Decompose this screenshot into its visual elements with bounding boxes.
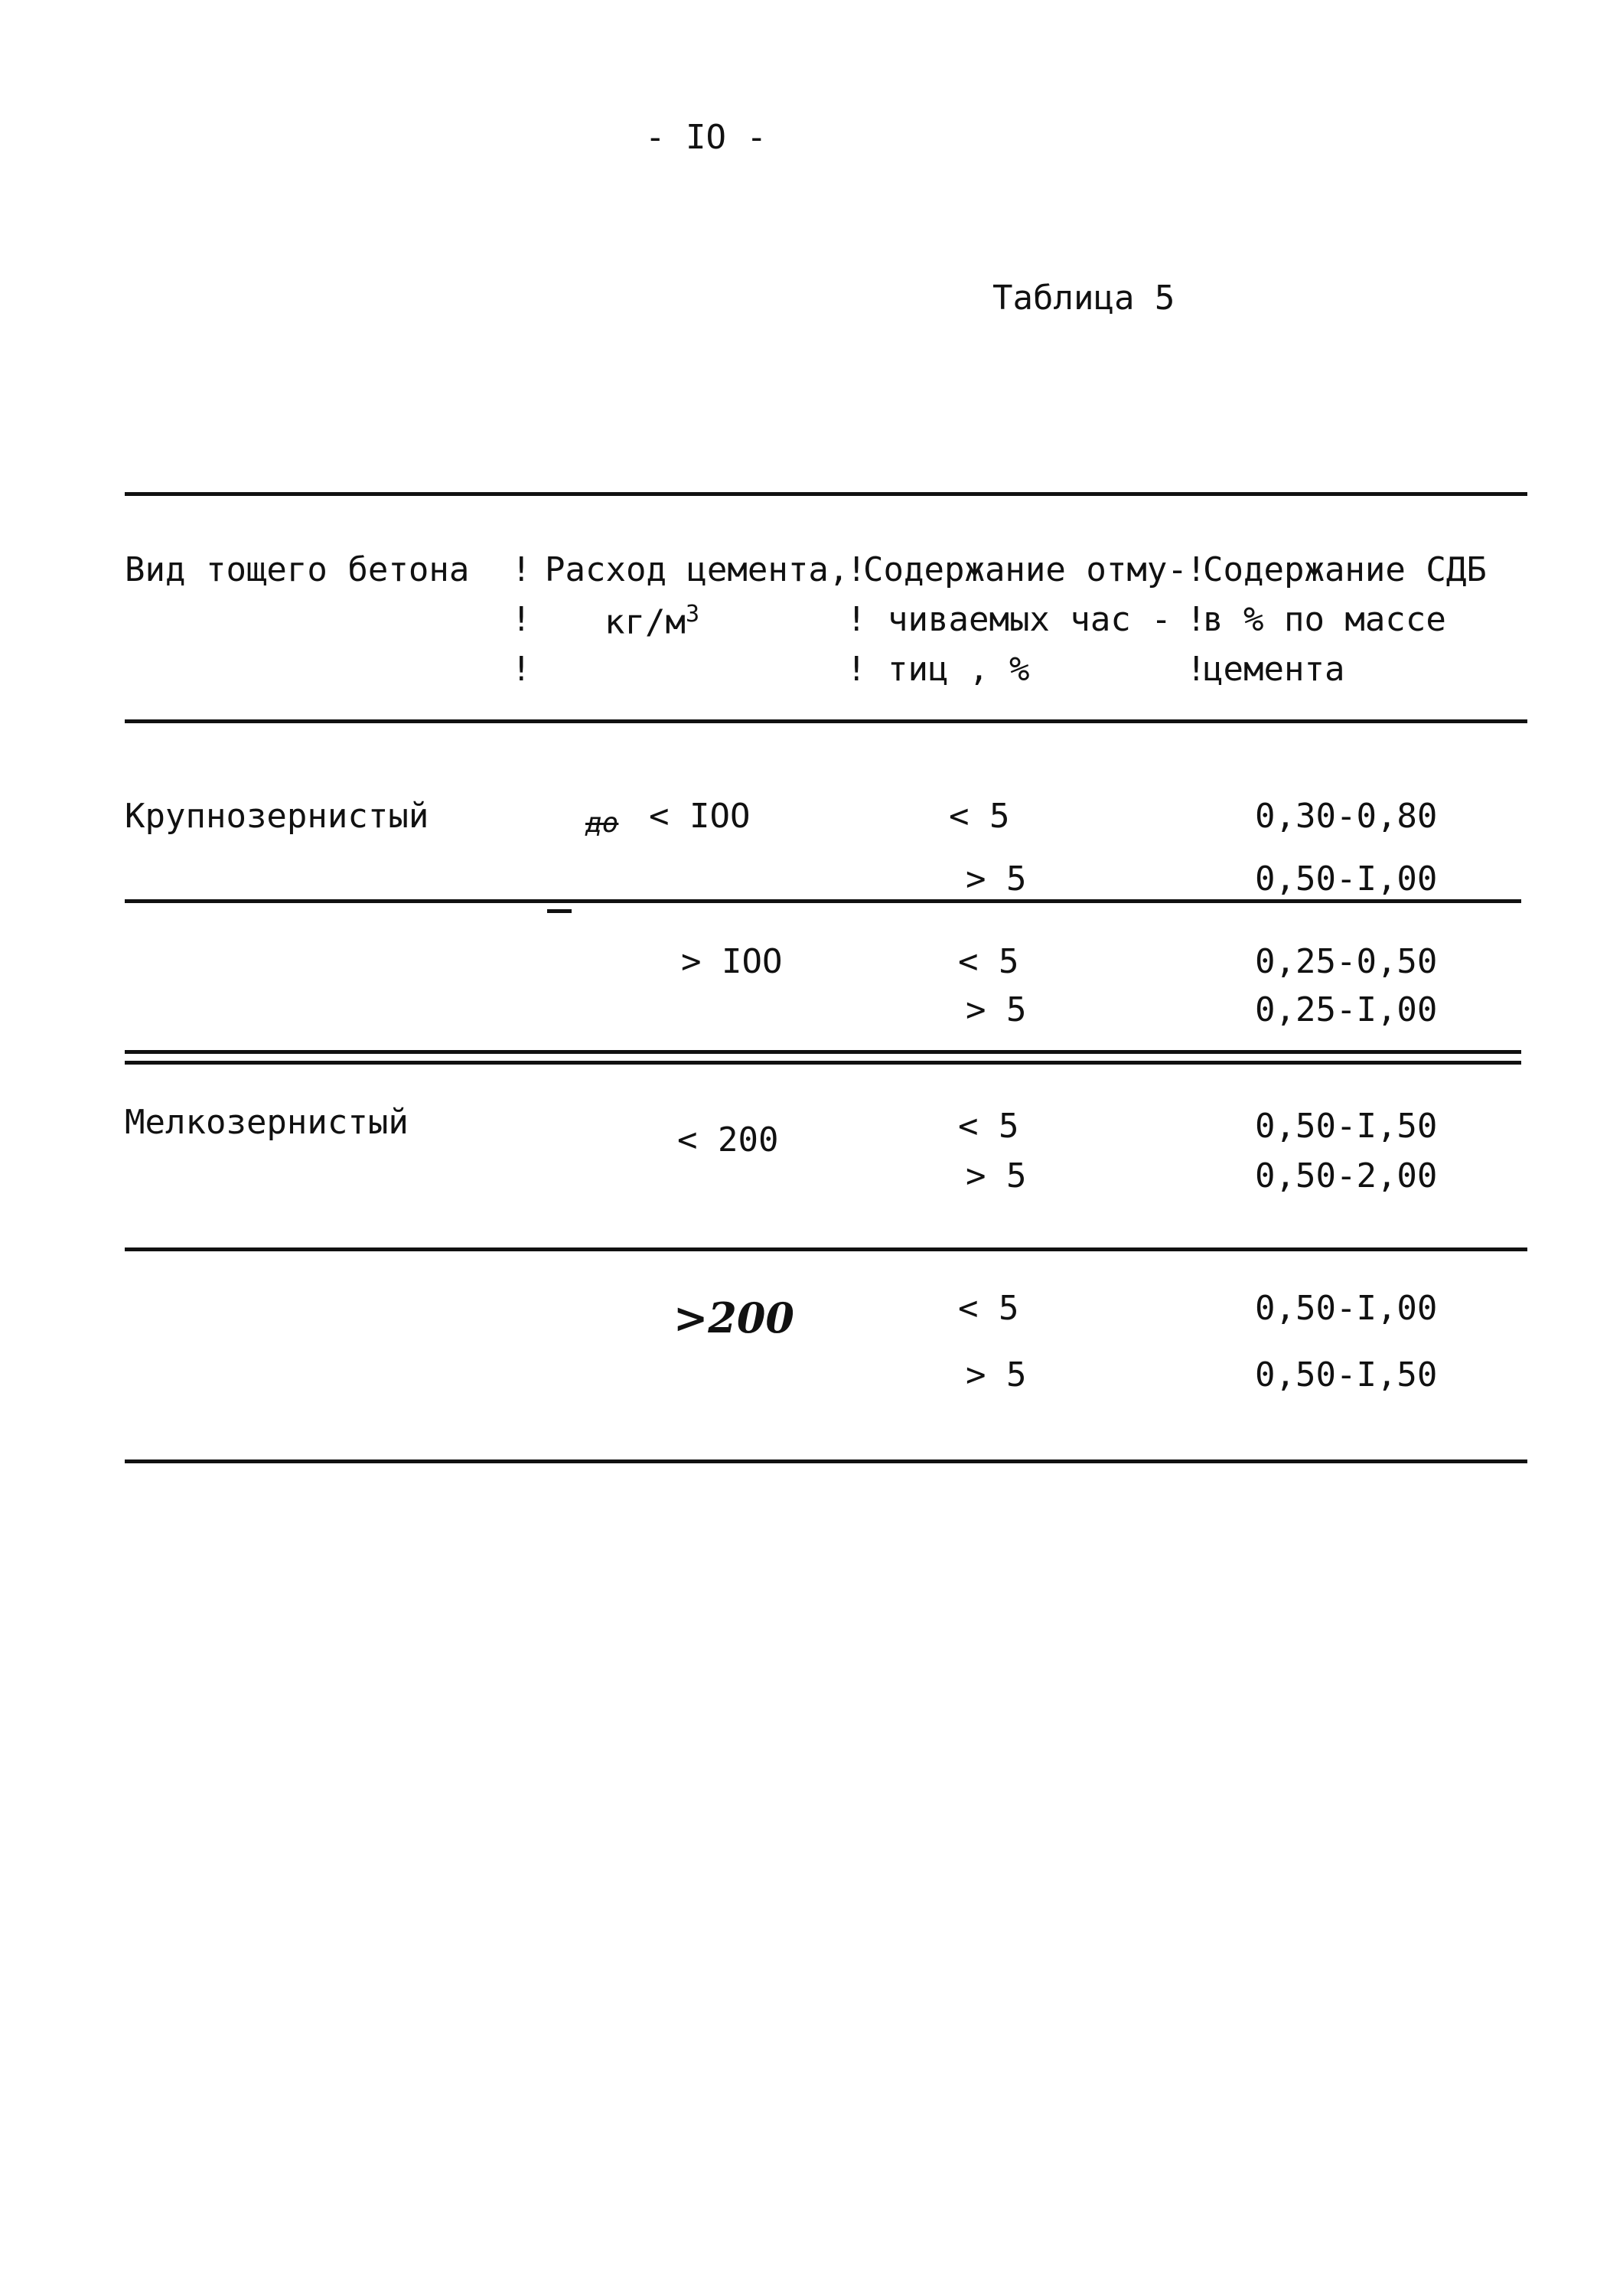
handwritten-cement: >200	[673, 1293, 794, 1342]
row-sdb: 0,25-0,50	[1255, 942, 1438, 981]
row-sdb: 0,50-I,00	[1255, 1289, 1438, 1328]
row-sdb: 0,50-2,00	[1255, 1156, 1438, 1195]
header-kind-label: Вид тощего бетона	[125, 550, 470, 589]
table-title: Таблица 5	[992, 279, 1175, 318]
row-kind: Мелкозернистый	[125, 1103, 409, 1142]
row-rule	[125, 899, 1521, 903]
dash-mark	[547, 909, 572, 913]
double-rule-top	[125, 1050, 1521, 1054]
row-sdb: 0,25-I,00	[1255, 990, 1438, 1029]
row-clay: < 5	[958, 1107, 1019, 1146]
row-kind: Крупнозернистый	[125, 797, 429, 836]
row-sdb: 0,50-I,00	[1255, 859, 1438, 899]
row-clay: < 5	[949, 797, 1010, 836]
row-cement: > IOO	[681, 942, 783, 981]
bottom-rule	[125, 1459, 1527, 1463]
struck-out-text: до	[585, 807, 619, 839]
header-cement-label: Расход цемента,	[545, 550, 849, 589]
header-cement-unit: $кг/м^3$	[605, 601, 700, 642]
row-sdb: 0,50-I,50	[1255, 1107, 1438, 1146]
row-sdb: 0,50-I,50	[1255, 1355, 1438, 1394]
row-clay: > 5	[966, 1355, 1027, 1394]
row-cement: < IOO	[649, 797, 751, 836]
page-number: - IO -	[645, 118, 767, 157]
row-clay: > 5	[966, 990, 1027, 1029]
top-rule	[125, 492, 1527, 496]
row-clay: < 5	[958, 1289, 1019, 1328]
row-clay: < 5	[958, 942, 1019, 981]
row-cement: < 200	[677, 1120, 779, 1159]
row-clay: > 5	[966, 1156, 1027, 1195]
header-bottom-rule	[125, 719, 1527, 723]
double-rule-bottom	[125, 1061, 1521, 1065]
row-sdb: 0,30-0,80	[1255, 797, 1438, 836]
row-clay: > 5	[966, 859, 1027, 899]
row-rule	[125, 1247, 1527, 1251]
